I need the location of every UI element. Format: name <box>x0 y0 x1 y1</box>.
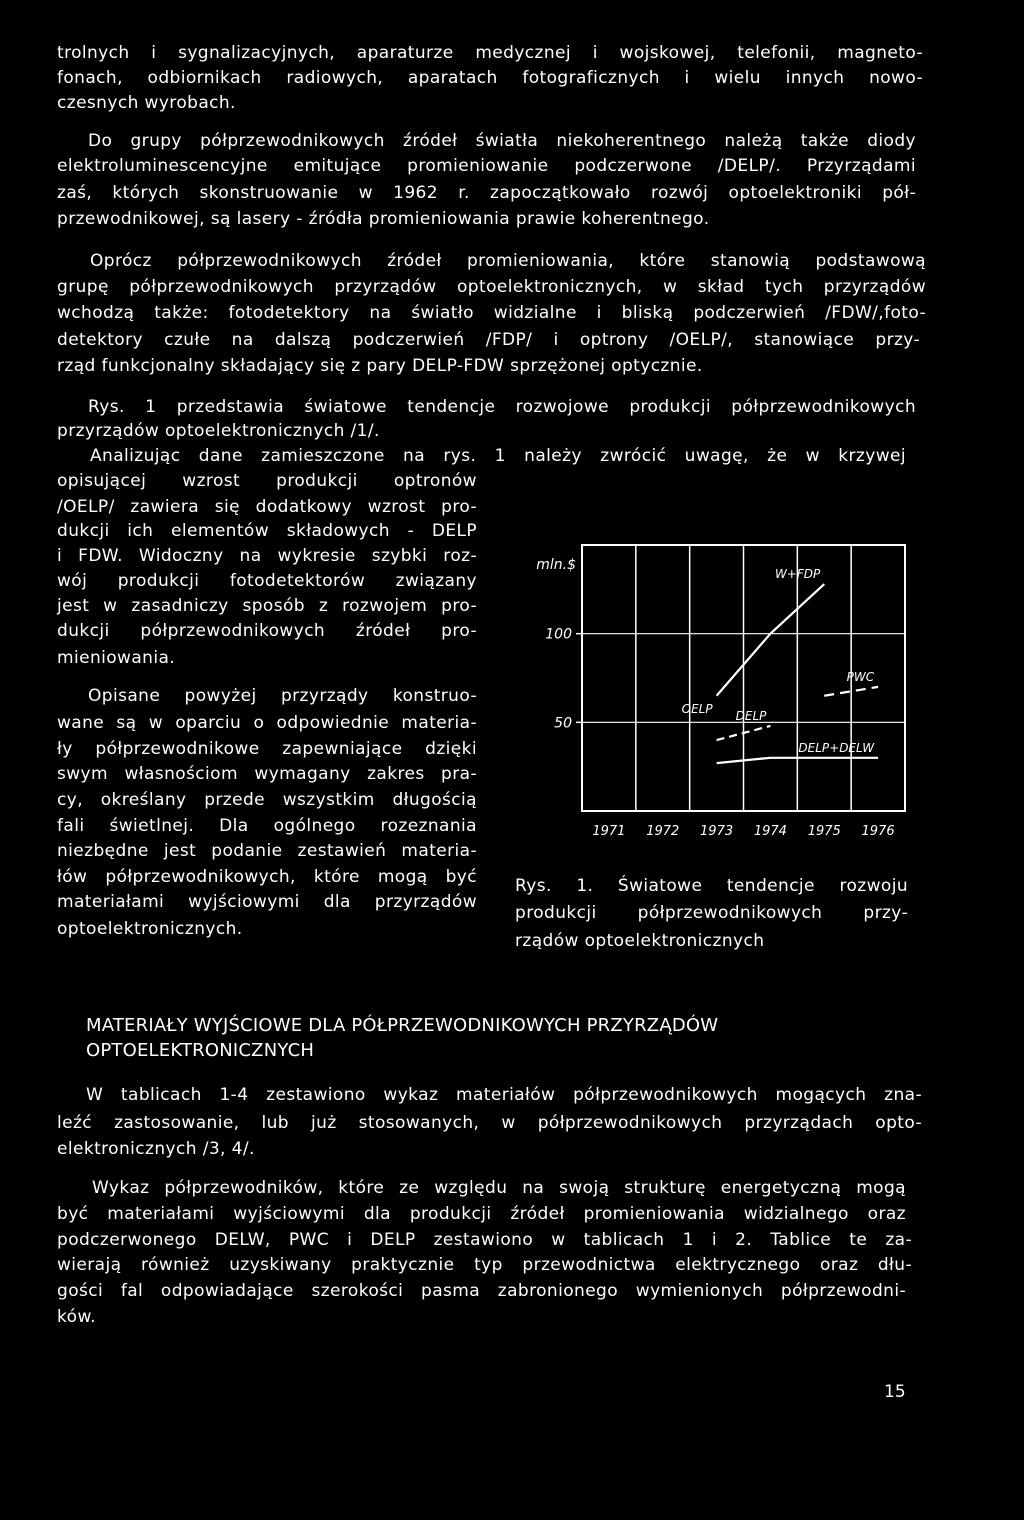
text-line: przewodnikowej, są lasery - źródła promieniowania prawie koherentnego. <box>57 209 710 229</box>
text-line: swym własnościom wymagany zakres pra- <box>57 764 477 784</box>
y-axis-label: mln.$ <box>536 557 576 573</box>
text-line: niezbędne jest podanie zestawień materia- <box>57 841 477 861</box>
text-line: Wykaz półprzewodników, które ze względu na swoją strukturę energetyczną mogą <box>92 1178 906 1198</box>
x-tick-label: 1972 <box>646 824 680 839</box>
text-line: /OELP/ zawiera się dodatkowy wzrost pro- <box>57 497 477 517</box>
text-line: gości fal odpowiadające szerokości pasma zabronionego wymienionych półprzewodni- <box>57 1281 906 1301</box>
text-line: materiałami wyjściowymi dla przyrządów <box>57 892 477 912</box>
text-line: przyrządów optoelektronicznych /1/. <box>57 421 380 441</box>
figure-1-chart <box>510 535 930 845</box>
text-line: wane są w oparciu o odpowiednie materia- <box>57 713 477 733</box>
text-line: dukcji ich elementów składowych - DELP <box>57 521 477 541</box>
text-line: i FDW. Widoczny na wykresie szybki roz- <box>57 546 477 566</box>
x-tick-label: 1971 <box>592 824 626 839</box>
series-label: DELP <box>735 708 767 723</box>
text-line: jest w zasadniczy sposób z rozwojem pro- <box>57 596 477 616</box>
text-line: fonach, odbiornikach radiowych, aparatach fotograficznych i wielu innych nowo- <box>57 68 923 88</box>
text-line: zaś, których skonstruowanie w 1962 r. zapoczątkowało rozwój optoelektroniki pół- <box>57 183 916 203</box>
caption-line: rządów optoelektronicznych <box>515 931 765 951</box>
text-line: łów półprzewodnikowych, które mogą być <box>57 867 477 887</box>
text-line: czesnych wyrobach. <box>57 93 236 113</box>
heading-line: MATERIAŁY WYJŚCIOWE DLA PÓŁPRZEWODNIKOWYCH PRZYRZĄDÓW <box>86 1015 719 1036</box>
text-line: wierają również uzyskiwany praktycznie typ przewodnictwa elektrycznego oraz dłu- <box>57 1255 912 1275</box>
x-tick-label: 1974 <box>753 824 787 839</box>
text-line: dukcji półprzewodnikowych źródeł pro- <box>57 621 477 641</box>
series-label: DELP+DELW <box>798 740 875 755</box>
text-line: podczerwonego DELW, PWC i DELP zestawiono w tablicach 1 i 2. Tablice te za- <box>57 1230 912 1250</box>
text-line: leźć zastosowanie, lub już stosowanych, w półprzewodnikowych przyrządach opto- <box>57 1113 922 1133</box>
text-line: elektroluminescencyjne emitujące promieniowanie podczerwone /DELP/. Przyrządami <box>57 156 916 176</box>
text-line: być materiałami wyjściowymi dla produkcji źródeł promieniowania widzialnego oraz <box>57 1204 906 1224</box>
text-line: Analizując dane zamieszczone na rys. 1 należy zwrócić uwagę, że w krzywej <box>90 446 906 466</box>
text-line: wój produkcji fotodetektorów związany <box>57 571 477 591</box>
text-line: fali świetlnej. Dla ogólnego rozeznania <box>57 816 477 836</box>
x-tick-label: 1976 <box>861 824 895 839</box>
series-label: PWC <box>846 669 875 684</box>
text-line: Rys. 1 przedstawia światowe tendencje rozwojowe produkcji półprzewodnikowych <box>88 397 916 417</box>
text-line: opisującej wzrost produkcji optronów <box>57 471 477 491</box>
text-line: wchodzą także: fotodetektory na światło widzialne i bliską podczerwień /FDW/,foto- <box>57 303 926 323</box>
x-tick-label: 1975 <box>807 824 841 839</box>
x-tick-label: 1973 <box>700 824 734 839</box>
series-line <box>717 584 825 696</box>
caption-line: Rys. 1. Światowe tendencje rozwoju <box>515 876 908 896</box>
y-tick-label: 100 <box>545 626 572 643</box>
text-line: elektronicznych /3, 4/. <box>57 1139 255 1159</box>
text-line: ków. <box>57 1307 96 1327</box>
series-label: W+FDP <box>774 567 821 582</box>
text-line: Oprócz półprzewodnikowych źródeł promieniowania, które stanowią podstawową <box>90 251 926 271</box>
y-tick-label: 50 <box>554 715 572 732</box>
caption-line: produkcji półprzewodnikowych przy- <box>515 903 908 923</box>
text-line: W tablicach 1-4 zestawiono wykaz materiałów półprzewodnikowych mogących zna- <box>86 1085 922 1105</box>
heading-line: OPTOELEKTRONICZNYCH <box>86 1040 315 1061</box>
text-line: cy, określany przede wszystkim długością <box>57 790 477 810</box>
text-line: ły półprzewodnikowe zapewniające dzięki <box>57 739 477 759</box>
text-line: Do grupy półprzewodnikowych źródeł światła niekoherentnego należą także diody <box>88 131 916 151</box>
text-line: trolnych i sygnalizacyjnych, aparaturze medycznej i wojskowej, telefonii, magneto- <box>57 43 923 63</box>
series-label: OELP <box>681 701 713 716</box>
text-line: grupę półprzewodnikowych przyrządów optoelektronicznych, w skład tych przyrządów <box>57 277 926 297</box>
text-line: detektory czułe na dalszą podczerwień /FDP/ i optrony /OELP/, stanowiące przy- <box>57 330 920 350</box>
page-number: 15 <box>884 1382 906 1402</box>
text-line: rząd funkcjonalny składający się z pary DELP-FDW sprzężonej optycznie. <box>57 356 703 376</box>
chart-svg <box>510 535 930 845</box>
text-line: Opisane powyżej przyrządy konstruo- <box>88 686 477 706</box>
text-line: optoelektronicznych. <box>57 919 243 939</box>
text-line: mieniowania. <box>57 648 176 668</box>
